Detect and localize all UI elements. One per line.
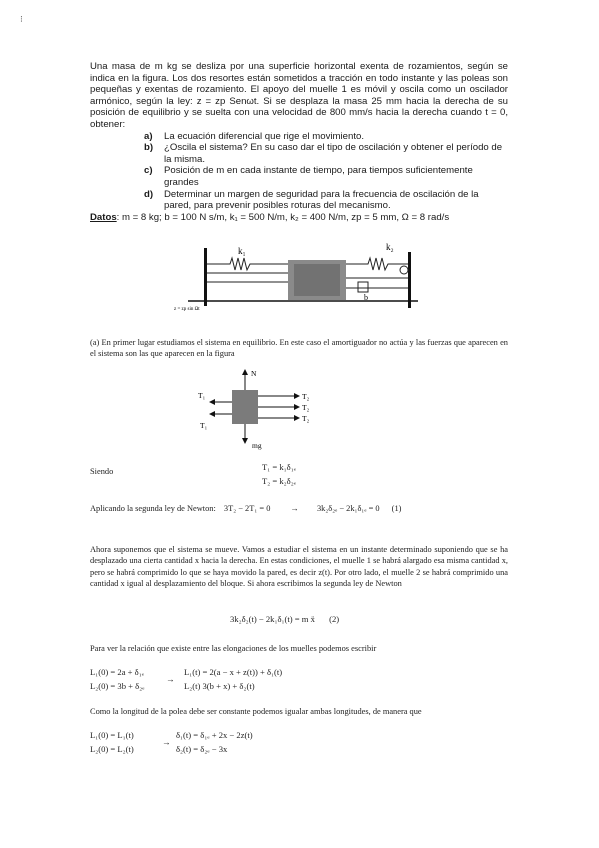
question-a (144, 131, 508, 143)
newton-eq-right: 3k₂δ₂ₑ − 2k₁δ₁ₑ = 0 (316, 504, 380, 513)
arrow-right-icon: → (162, 737, 171, 747)
newton-eq-left: 3T₂ − 2T₁ = 0 (223, 504, 271, 513)
siendo-label: Siendo (90, 467, 114, 476)
question-mark: a) (144, 130, 153, 142)
spring-k1 (207, 258, 288, 270)
fixed-wall-left (204, 248, 207, 306)
newton-line (90, 503, 401, 514)
equation-number: (2) (329, 614, 340, 624)
question-mark: c) (144, 165, 153, 177)
datos-values: : m = 8 kg; b = 100 N s/m, k₁ = 500 N/m, k₂ = 400 N/m, zp = 5 mm, Ω = 8 rad/s (116, 211, 450, 223)
label-k1: k₁ (238, 246, 246, 256)
question-text: Determinar un margen de seguridad para la frecuencia de oscilación de la pared, para prevenir posibles roturas del mecanismo. (164, 188, 479, 212)
label-T1-left: T₁ (200, 421, 208, 430)
free-body-diagram (196, 366, 326, 454)
label-N: N (251, 369, 257, 378)
label-T2-right: T₂ (302, 414, 310, 423)
problem-intro: Una masa de m kg se desliza por una superficie horizontal exenta de rozamientos, según se indica en la figura. Los dos resortes están sometidos a tracción en todo instante y las poleas son pequeñas y exentas de rozamiento. El apoyo del muelle 1 es móvil y oscila como un oscilador armónico, según la ley: z = zp Senωt. Si se desplaza la masa 25 mm hacia la derecha de su posición de equilibrio y se suelta con una velocidad de 800 mm/s hacia la derecha cuando t = 0, obtener: (90, 61, 508, 130)
page-corner-mark: ⁝ (20, 14, 23, 24)
arrow-right-icon (294, 415, 300, 421)
solution-paragraph-a: (a) En primer lugar estudiamos el sistema en equilibrio. En este caso el amortiguador no actúa y las fuerzas que aparecen en el sistema son las que aparecen en la figura (90, 338, 508, 359)
arrow-left-icon (209, 411, 215, 417)
eq-L2-equal: L₂(0) = L₂(t) (90, 744, 134, 754)
equation-number: (1) (391, 504, 402, 513)
fbd-block (232, 390, 258, 424)
arrow-left-icon (209, 399, 215, 405)
eq-delta2: δ₂(t) = δ₂ₑ − 3x (176, 744, 228, 754)
label-T2-right: T₂ (302, 403, 310, 412)
label-T2-right: T₂ (302, 392, 310, 401)
arrow-down-icon (242, 438, 248, 444)
question-text: Posición de m en cada instante de tiempo, para tiempos suficientemente grandes (164, 165, 473, 188)
question-b (144, 142, 508, 165)
eq-delta1: δ₁(t) = δ₁ₑ + 2x − 2z(t) (176, 730, 253, 740)
arrow-right-icon: → (166, 674, 175, 684)
pulley (400, 266, 408, 274)
question-text: La ecuación diferencial que rige el movimiento. (164, 130, 364, 142)
question-d (144, 189, 508, 212)
arrow-up-icon (242, 369, 248, 375)
solution-paragraph-length: Como la longitud de la polea debe ser constante podemos igualar ambas longitudes, de manera que (90, 707, 422, 716)
equation-2: 3k₂δ₂(t) − 2k₁δ₁(t) = m ẍ (2) (230, 614, 340, 624)
datos-label: Datos (90, 211, 117, 223)
arrow-right-icon: → (290, 504, 299, 513)
question-text: ¿Oscila el sistema? En su caso dar el tipo de oscilación y obtener el período de la misma. (164, 142, 503, 165)
question-mark: b) (144, 142, 154, 154)
question-mark: d) (144, 188, 154, 200)
question-c (144, 165, 508, 188)
label-b: b (364, 293, 368, 302)
solution-paragraph-motion: Ahora suponemos que el sistema se mueve. Vamos a estudiar el sistema en un instante determinado suponiendo que se ha desplazado una cierta cantidad x hacia la derecha. En estas condiciones, el muelle 1 se habrá alargado esa misma cantidad x, pero se habrá comprimido lo que se haya movido la pared, es decir z(t). Por otro lado, el muelle 2 se habrá comprimido una cantidad x igual al desplazamiento del bloque. Si ahora escribimos la segunda ley de Newton (90, 545, 508, 589)
eq-L2-t: L₂(t) 3(b + x) + δ₂(t) (184, 681, 255, 691)
mechanism-figure (168, 240, 440, 312)
fixed-wall-right (408, 252, 411, 308)
label-mg: mg (252, 441, 262, 450)
label-T1-left: T₁ (198, 391, 206, 400)
eq-L1-t: L₁(t) = 2(a − x + z(t)) + δ₁(t) (184, 667, 283, 677)
arrow-right-icon (294, 404, 300, 410)
damper (358, 282, 368, 292)
eq-L1-equal: L₁(0) = L₁(t) (90, 730, 134, 740)
eq-L1-0: L₁(0) = 2a + δ₁ₑ (90, 667, 144, 677)
siendo-eq-1: T₁ = k₁δ₁ₑ (262, 462, 296, 472)
spring-k2 (346, 258, 408, 270)
label-z: z = zp sin Ωt (174, 307, 200, 312)
datos-line (90, 212, 508, 224)
newton-text: Aplicando la segunda ley de Newton: (90, 504, 216, 513)
label-k2: k₂ (386, 242, 394, 252)
question-list (144, 131, 508, 212)
solution-paragraph-relation: Para ver la relación que existe entre las elongaciones de los muelles podemos escribir (90, 644, 377, 653)
siendo-eq-2: T₂ = k₂δ₂ₑ (262, 476, 296, 486)
problem-statement (90, 61, 508, 223)
eq-L2-0: L₂(0) = 3b + δ₂ₑ (90, 681, 145, 691)
arrow-right-icon (294, 393, 300, 399)
